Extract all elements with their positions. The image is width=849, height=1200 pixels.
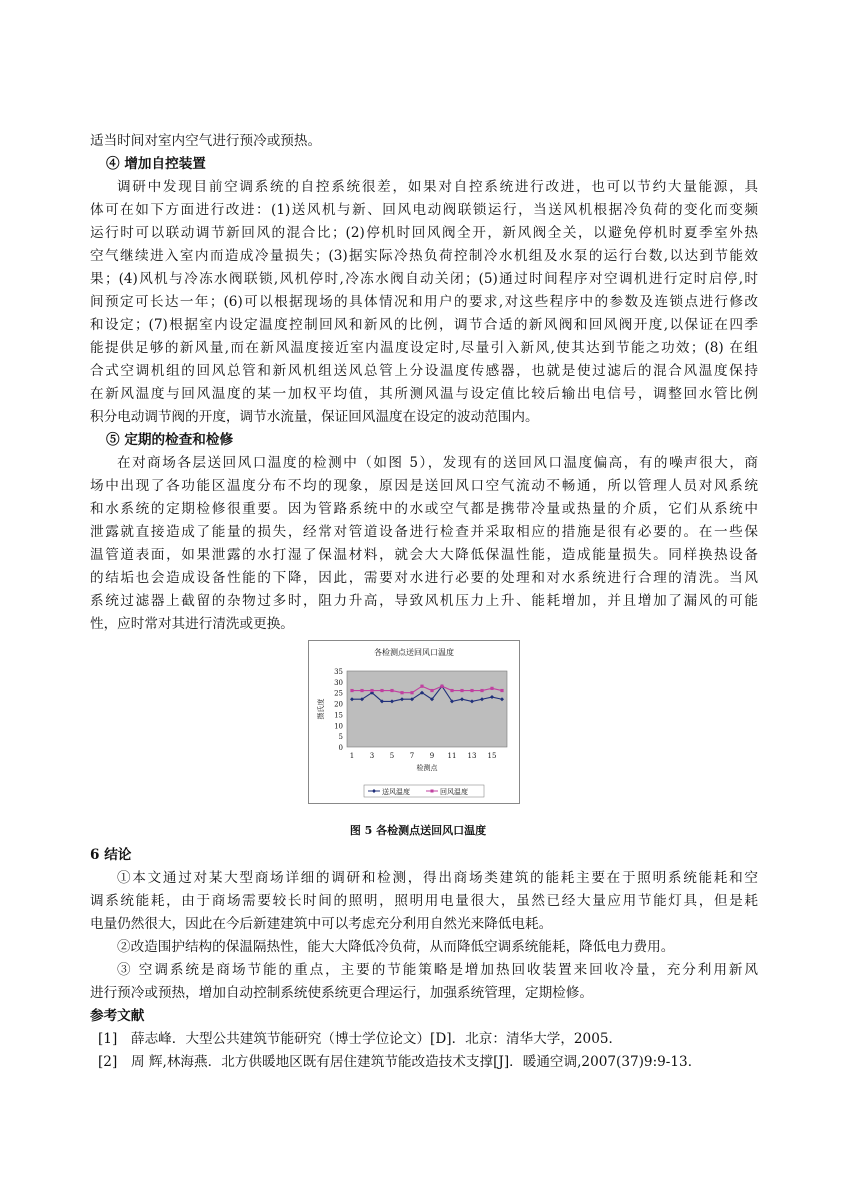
x-tick-label: 1 xyxy=(349,752,355,760)
data-point xyxy=(470,689,473,692)
text-line: 进行预冷或预热，增加自动控制系统使系统更合理运行，加强系统管理，定期检修。 xyxy=(90,985,593,1001)
text-line: 调系统能耗，由于商场需要较长时间的照明，照明用电量很大，虽然已经大量应用节能灯具，但是耗 xyxy=(90,893,758,909)
y-tick-label: 20 xyxy=(334,700,343,709)
text-line: ②改造围护结构的保温隔热性，能大大降低冷负荷，从而降低空调系统能耗，降低电力费用。 xyxy=(117,939,675,955)
x-tick-label: 5 xyxy=(389,752,395,760)
legend-label: 送风温度 xyxy=(382,788,410,796)
text-line: 合式空调机组的回风总管和新风机组送风总管上分设温度传感器，也就是使过滤后的混合风温度保持 xyxy=(90,363,758,379)
y-tick-label: 0 xyxy=(338,744,343,752)
text-line: 能提供足够的新风量,而在新风温度接近室内温度设定时,尽量引入新风,使其达到节能之功效；(8) 在组 xyxy=(90,340,758,356)
text-line: 系统过滤器上截留的杂物过多时，阻力升高，导致风机压力上升、能耗增加，并且增加了漏风的可能 xyxy=(90,593,758,609)
text-line: 泄露就直接造成了能量的损失，经常对管道设备进行检查并采取相应的措施是很有必要的。在一些保 xyxy=(90,524,758,540)
x-tick-label: 15 xyxy=(487,752,497,760)
text-line: 和设定；(7)根据室内设定温度控制回风和新风的比例，调节合适的新风阀和回风阀开度,以保证在四季 xyxy=(90,317,758,333)
text-line: 电量仍然很大，因此在今后新建建筑中可以考虑充分利用自然光来降低电耗。 xyxy=(90,916,553,932)
text-line: ③ 空调系统是商场节能的重点，主要的节能策略是增加热回收装置来回收冷量，充分利用新风 xyxy=(117,962,758,978)
x-tick-label: 7 xyxy=(409,752,415,760)
data-point xyxy=(380,689,383,692)
text-line: 的结垢也会造成设备性能的下降，因此，需要对水进行必要的处理和对水系统进行合理的清洗。当风 xyxy=(90,570,758,586)
y-tick-label: 30 xyxy=(334,678,343,687)
text-line: 间预定可长达一年；(6)可以根据现场的具体情况和用户的要求,对这些程序中的参数及连锁点进行修改 xyxy=(90,294,758,310)
data-point xyxy=(440,685,443,688)
line-chart xyxy=(309,641,519,803)
reference-item xyxy=(90,1051,758,1074)
reference-item xyxy=(90,1028,758,1051)
paragraph-maintenance xyxy=(90,452,758,636)
text-line: 温管道表面，如果泄露的水打湿了保温材料，就会大大降低保温性能，造成能量损失。同样换热设备 xyxy=(90,547,758,563)
text-line: 和水系统的定期检修很重要。因为管路系统中的水或空气都是携带冷量或热量的介质，它们从系统中 xyxy=(90,501,758,517)
y-tick-label: 35 xyxy=(334,668,343,676)
data-point xyxy=(490,687,493,690)
text-line: 调研中发现目前空调系统的自控系统很差，如果对自控系统进行改进，也可以节约大量能源，具 xyxy=(117,179,758,195)
text-line: 运行时可以联动调节新回风的混合比；(2)停机时回风阀全开，新风阀全关，以避免停机时夏季室外热 xyxy=(90,225,758,241)
text-line: 性，应时常对其进行清洗或更换。 xyxy=(90,616,294,632)
text-line: 在新风温度与回风温度的某一加权平均值，其所测风温与设定值比较后输出电信号，调整回水管比例 xyxy=(90,386,758,402)
page-content xyxy=(90,130,758,1074)
text-line: 空气继续进入室内而造成冷量损失；(3)据实际冷热负荷控制冷水机组及水泵的运行台数,以达到节能效 xyxy=(90,248,758,264)
data-point xyxy=(420,685,423,688)
reference-text: 周 辉,林海燕．北方供暖地区既有居住建筑节能改造技术支撑[J]．暖通空调,2007(37)9:9-13． xyxy=(131,1054,702,1070)
references-heading: 参考文献 xyxy=(90,1008,145,1024)
x-tick-label: 11 xyxy=(447,752,457,760)
text-line: 在对商场各层送回风口温度的检测中（如图 5），发现有的送回风口温度偏高，有的噪声很大，商 xyxy=(117,455,758,471)
paragraph-autocontrol xyxy=(90,176,758,429)
y-tick-label: 15 xyxy=(334,711,343,720)
x-tick-label: 13 xyxy=(467,752,477,760)
data-point xyxy=(430,689,433,692)
conclusion-list xyxy=(90,867,758,1005)
figure-caption: 图 5 各检测点送回风口温度 xyxy=(349,824,487,837)
section-heading-conclusion: 6 结论 xyxy=(90,847,132,863)
body-line: 适当时间对室内空气进行预冷或预热。 xyxy=(90,133,322,149)
plot-area xyxy=(347,671,507,747)
data-point xyxy=(410,691,413,694)
reference-text: 薛志峰．大型公共建筑节能研究（博士学位论文）[D]．北京：清华大学，2005． xyxy=(131,1031,623,1047)
data-point xyxy=(500,689,503,692)
data-point xyxy=(390,689,393,692)
data-point xyxy=(460,689,463,692)
legend-label: 回风温度 xyxy=(440,788,468,796)
data-point xyxy=(370,689,373,692)
data-point xyxy=(450,689,453,692)
text-line: 场中出现了各功能区温度分布不均的现象，原因是送回风口空气流动不畅通，所以管理人员对风系统 xyxy=(90,478,758,494)
text-line: ①本文通过对某大型商场详细的调研和检测，得出商场类建筑的能耗主要在于照明系统能耗和空 xyxy=(117,870,758,886)
chart-title: 各检测点送回风口温度 xyxy=(374,648,454,657)
data-point xyxy=(480,689,483,692)
heading-maintenance: ⑤ 定期的检查和检修 xyxy=(106,432,234,448)
x-axis-label: 检测点 xyxy=(416,764,438,772)
reference-number: [1] xyxy=(98,1031,118,1047)
legend-marker xyxy=(431,790,434,793)
reference-number: [2] xyxy=(98,1054,118,1070)
y-tick-label: 5 xyxy=(338,733,343,742)
heading-autocontrol: ④ 增加自控装置 xyxy=(106,156,206,172)
y-tick-label: 25 xyxy=(334,689,343,698)
text-line: 积分电动调节阀的开度，调节水流量，保证回风温度在设定的波动范围内。 xyxy=(90,409,539,425)
data-point xyxy=(400,691,403,694)
x-tick-label: 3 xyxy=(369,752,375,760)
text-line: 果；(4)风机与冷冻水阀联锁,风机停时,冷冻水阀自动关闭；(5)通过时间程序对空调机进行定时启停,时 xyxy=(90,271,758,287)
figure-chart xyxy=(308,640,520,804)
x-tick-label: 9 xyxy=(429,752,435,760)
text-line: 体可在如下方面进行改进：(1)送风机与新、回风电动阀联锁运行，当送风机根据冷负荷的变化而变频 xyxy=(90,202,758,218)
data-point xyxy=(350,689,353,692)
y-tick-label: 10 xyxy=(334,722,343,731)
data-point xyxy=(360,689,363,692)
y-axis-label: 摄氏度 xyxy=(317,698,325,720)
